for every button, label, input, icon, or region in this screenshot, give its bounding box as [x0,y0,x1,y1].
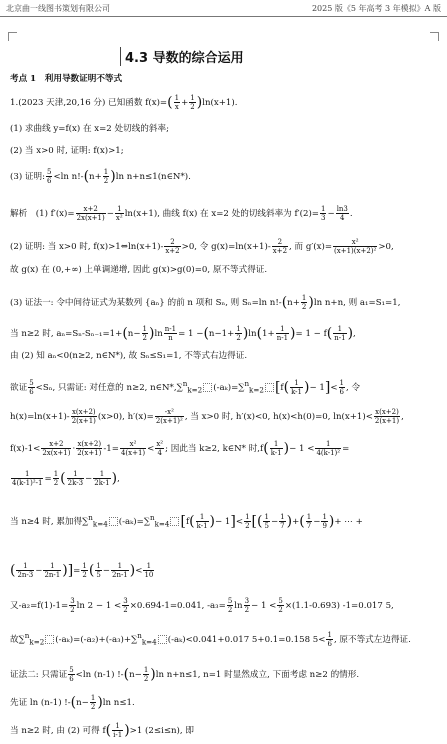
solution-part-2: (2) 证明: 当 x>0 时, f(x)>1⇔ln(x+1)- $\frac{2}{x+2}$ >0, 令 g(x)=ln(x+1)- $\frac{2}{x+2}$ , 而 g′(x)= $\frac{\text{x²}}{\text{(x+1)(x+2)²}}$ >0, [10,238,394,255]
topic-heading: 考点 1 利用导数证明不等式 [10,74,123,84]
solution-partial-fraction: $\frac{1}{\text{4(k-1)²-1}}$ = $\frac{1}{2}$ ( $\frac{1}{2k-3}$ − $\frac{1}{2k-1}$ ), [12,470,120,487]
solution-right-side-proved: 由 (2) 知 aₙ<0(n≥2, n∈N*), 故 Sₙ≤S₁=1, 不等式右边得证. [10,351,248,361]
problem-intro: 1.(2023 天津,20,16 分) 已知函数 f(x)=( $\frac{1}{x}$ + $\frac{1}{2}$ )ln(x+1). [10,94,238,111]
solution-part-1: 解析 (1) f′(x)= $\frac{x+2}{2x(x+1)}$ − $\frac{1}{\text{x²}}$ ln(x+1), 曲线 f(x) 在 x=2 处的切线斜率为 f′(2)= $\frac{1}{3}$ − $\frac{\ln 3}{4}$ . [10,205,353,222]
solution-a2-a3-estimate: 又-a₂=f(1)-1= $\frac{3}{2}$ ln 2 − 1 < $\frac{3}{2}$ ×0.694-1=0.041, -a₃= $\frac{5}{2}$ ln $\frac{3}{2}$ − 1 < $\frac{5}{2}$ ×(1.1-0.693) -1=0.017 5, [10,597,394,614]
solution-method-2: 证法二: 只需证 $\frac{5}{6}$ <ln (n-1) !-(n− $\frac{1}{2}$ )ln n+n≤1, n=1 时显然成立, 下面考虑 n≥2 的情形. [10,666,360,683]
section-title-text: 导数的综合运用 [152,51,244,66]
publisher-name: 北京曲一线图书策划有限公司 [6,4,110,13]
solution-h-function: h(x)=ln(x+1)- $\frac{x(x+2)}{2(x+1)}$ (x>0), h′(x)= $\frac{\text{-x²}}{\text{2(x+1)²}}$ , 当 x>0 时, h′(x)<0, h(x)<h(0)=0, ln(x+1)< $\frac{x(x+2)}{2(x+1)}$ , [10,408,404,425]
crop-mark-left [8,32,17,41]
page-header [0,0,447,17]
crop-mark-right [430,32,439,41]
solution-an-derivation: 当 n≥2 时, aₙ=Sₙ-Sₙ₋₁=1+(n− $\frac{1}{2}$ )ln $\frac{n-1}{n}$ = 1 −(n−1+ $\frac{1}{2}$ )ln(1+ $\frac{1}{n-1}$ )= 1 − f( $\frac{1}{n-1}$ ), [10,325,356,342]
section-number: 4.3 [125,51,149,66]
section-title [120,47,244,66]
solution-accumulate: 当 n≥4 时, 累加得∑$^n_{k=4}$ (-aₖ)=∑$^n_{k=4}$ [f( $\frac{1}{k-1}$ )− 1]< $\frac{1}{2}$ [( $\frac{1}{5}$ − $\frac{1}{7}$ )+( $\frac{1}{7}$ − $\frac{1}{9}$ )+ ⋯ + [10,512,363,530]
solution-method-2-step-1: 先证 ln (n-1) !-(n− $\frac{1}{2}$ )ln n≤1. [10,694,135,711]
problem-part-2: (2) 当 x>0 时, 证明: f(x)>1; [10,146,124,156]
solution-method-2-step-2: 当 n≥2 时, 由 (2) 可得 f( $\frac{1}{i-1}$ )>1 (2≤i≤n), 即 [10,722,194,739]
book-edition: 2025 版《5 年高考 3 年模拟》A 版 [311,4,441,13]
solution-left-side-proved: 故∑$^n_{k=2}$ (-aₖ)=(-a₂)+(-a₃)+∑$^n_{k=4}$ (-aₖ)<0.041+0.017 5+0.1=0.158 5< $\frac{1}{6}$ , 原不等式左边得证. [10,630,411,648]
solution-left-side-goal: 欲证 $\frac{5}{6}$ <Sₙ, 只需证: 对任意的 n≥2, n∈N*,∑$^n_{k=2}$ (-aₖ)=∑$^n_{k=2}$ [f( $\frac{1}{k-1}$ )− 1]< $\frac{1}{6}$ , 令 [10,378,361,396]
solution-f-estimate: f(x)-1< $\frac{x+2}{2x(x+1)}$ · $\frac{x(x+2)}{2(x+1)}$ -1= $\frac{\text{x²}}{4(x+1)}$ < $\frac{\text{x²}}{4}$ ; 因此当 k≥2, k∈N* 时,f( $\frac{1}{k-1}$ )− 1 < $\frac{1}{\text{4(k-1)²}}$ = [10,440,350,457]
solution-accumulate-end: ( $\frac{1}{2n-3}$ − $\frac{1}{2n-1}$ )]= $\frac{1}{2}$ ( $\frac{1}{5}$ − $\frac{1}{2n-1}$ )< $\frac{1}{10}$ [10,562,154,579]
solution-part-3-method-1: (3) 证法一: 令中间待证式为某数列 {aₙ} 的前 n 项和 Sₙ, 则 Sₙ=ln n!-(n+ $\frac{1}{2}$ )ln n+n, 则 a₁=S₁=1, [10,294,401,311]
solution-part-2-conclusion: 故 g(x) 在 (0,+∞) 上单调递增, 因此 g(x)>g(0)=0, 原不等式得证. [10,265,268,275]
problem-part-3: (3) 证明: $\frac{5}{6}$ <ln n!-(n+ $\frac{1}{2}$ )ln n+n≤1(n∈N*). [10,168,191,185]
problem-part-1: (1) 求曲线 y=f(x) 在 x=2 处切线的斜率; [10,124,169,134]
